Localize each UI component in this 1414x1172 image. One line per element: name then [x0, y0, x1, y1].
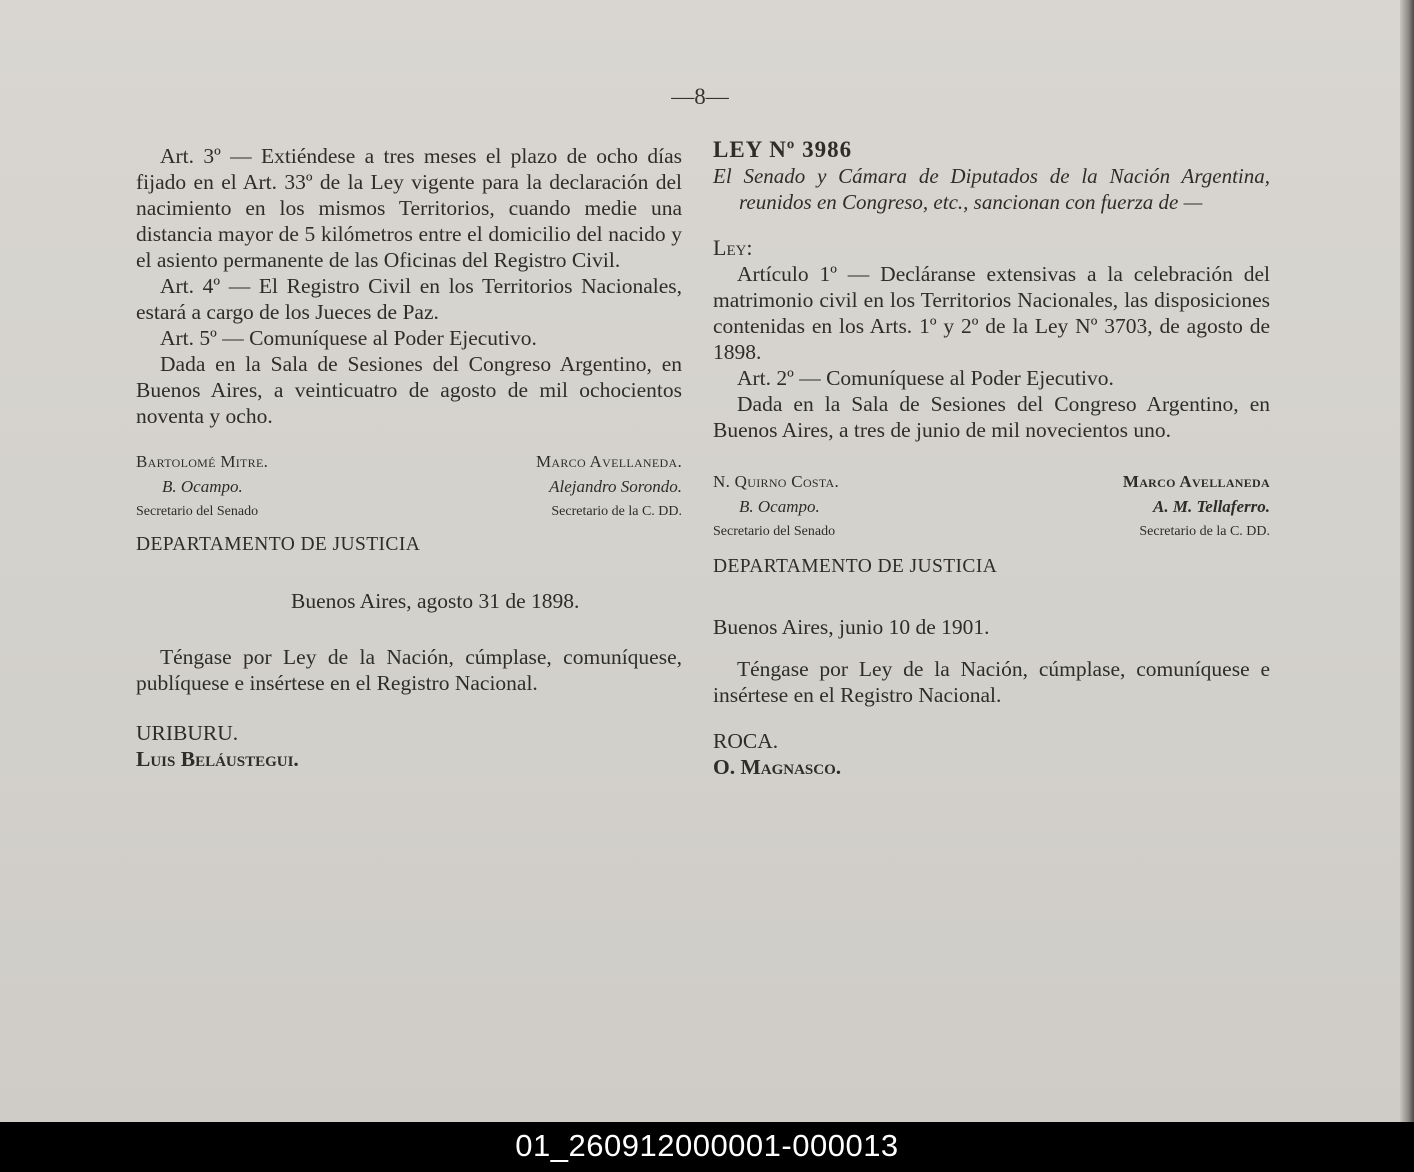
signatory-secretary: B. Ocampo.: [739, 497, 820, 516]
article-4: Art. 4º — El Registro Civil en los Territorios Nacionales, estará a cargo de los Jueces de Paz.: [136, 274, 682, 324]
signatory-secretary: Alejandro Sorondo.: [549, 477, 682, 496]
signatory-name: Bartolomé Mitre.: [136, 452, 269, 471]
signatory-role: Secretario de la C. DD.: [551, 504, 682, 519]
right-column: [713, 137, 1270, 780]
signature-block: [136, 449, 682, 524]
department-heading: DEPARTAMENTO DE JUSTICIA: [713, 556, 998, 577]
page-number: —8—: [671, 84, 729, 109]
article-5: Art. 5º — Comuníquese al Poder Ejecutivo.: [160, 326, 537, 350]
tengase-paragraph: Téngase por Ley de la Nación, cúmplase, comuníquese e insértese en el Registro Nacional.: [713, 657, 1270, 707]
decree-date: Buenos Aires, agosto 31 de 1898.: [291, 589, 580, 613]
article-2: Art. 2º — Comuníquese al Poder Ejecutivo.: [737, 366, 1114, 390]
signature-left: [713, 469, 839, 544]
closing-minister: O. Magnasco.: [713, 755, 842, 779]
signature-right: [536, 449, 682, 524]
signatory-secretary: B. Ocampo.: [162, 477, 243, 496]
article-1: Artículo 1º — Decláranse extensivas a la celebración del matrimonio civil en los Territorios Nacionales, las disposiciones contenidas en los Arts. 1º y 2º de la Ley Nº 3703, de agosto de 1898.: [713, 262, 1270, 364]
left-column: [136, 143, 682, 772]
signatory-role: Secretario del Senado: [136, 504, 259, 519]
signatory-role: Secretario del Senado: [713, 524, 836, 539]
signatory-role: Secretario de la C. DD.: [1139, 524, 1270, 539]
law-preamble: El Senado y Cámara de Diputados de la Nación Argentina, reunidos en Congreso, etc., sancionan con fuerza de —: [713, 164, 1270, 214]
signatory-name: Marco Avellaneda.: [535, 452, 682, 471]
dada-paragraph: Dada en la Sala de Sesiones del Congreso Argentino, en Buenos Aires, a tres de junio de mil novecientos uno.: [713, 392, 1270, 442]
dada-paragraph: Dada en la Sala de Sesiones del Congreso Argentino, en Buenos Aires, a veinticuatro de agosto de mil ochocientos noventa y ocho.: [136, 352, 682, 428]
signatory-secretary: A. M. Tellaferro.: [1153, 497, 1270, 516]
scan-id-label: 01_260912000001-000013: [0, 1122, 1414, 1172]
closing-signatory: URIBURU.: [136, 721, 239, 745]
signatory-name: N. Quirno Costa.: [713, 472, 840, 491]
law-title: LEY Nº 3986: [713, 137, 853, 162]
tengase-paragraph: Téngase por Ley de la Nación, cúmplase, comuníquese, publíquese e insértese en el Registro Nacional.: [136, 645, 682, 695]
signature-right: [1123, 469, 1270, 544]
closing-minister: Luis Beláustegui.: [136, 747, 299, 771]
article-3: Art. 3º — Extiéndese a tres meses el plazo de ocho días fijado en el Art. 33º de la Ley vigente para la declaración del nacimiento en los mismos Territorios, cuando medie una distancia mayor de 5 kilómetros entre el domicilio del nacido y el asiento permanente de las Oficinas del Registro Civil.: [136, 144, 682, 272]
law-heading: Ley:: [713, 235, 753, 260]
signatory-name: Marco Avellaneda: [1122, 472, 1270, 491]
signature-block: [713, 469, 1270, 544]
signature-left: [136, 449, 268, 524]
decree-date: Buenos Aires, junio 10 de 1901.: [713, 615, 990, 639]
closing-signatory: ROCA.: [713, 729, 779, 753]
department-heading: DEPARTAMENTO DE JUSTICIA: [136, 534, 421, 555]
